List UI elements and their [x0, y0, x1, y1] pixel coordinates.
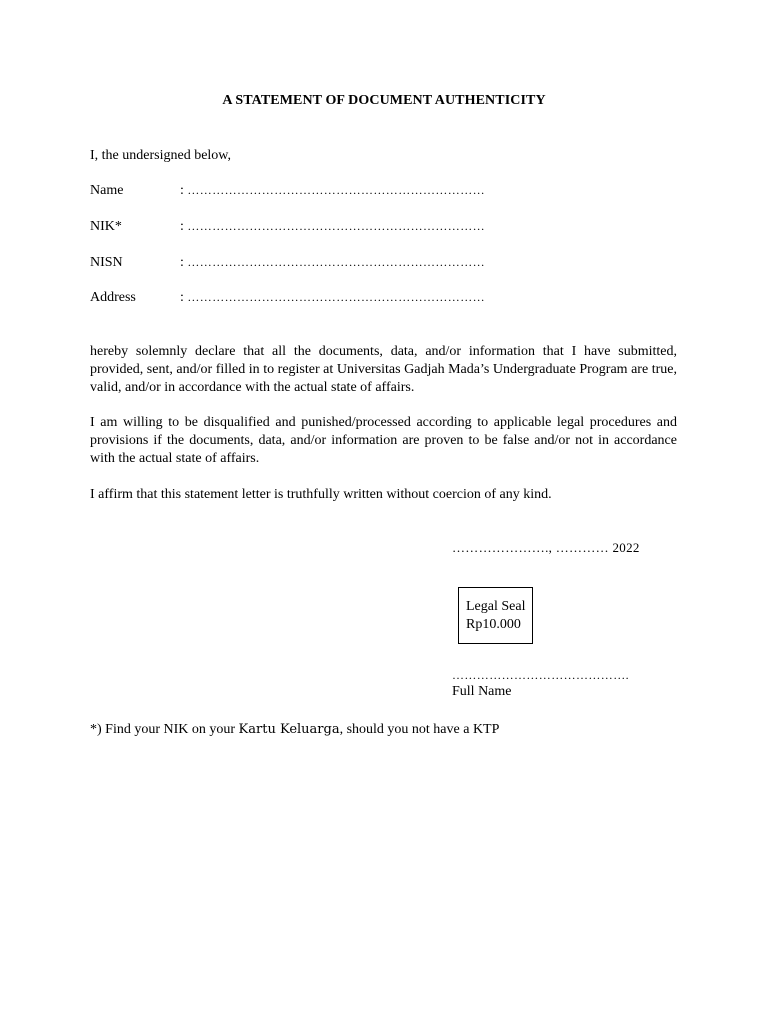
- field-colon: :: [180, 219, 184, 234]
- field-colon: :: [180, 255, 184, 270]
- signature-line: …………………………………….: [452, 668, 629, 682]
- seal-label: Legal Seal: [466, 599, 526, 614]
- footnote-kartu-keluarga: Kartu Keluarga: [238, 722, 340, 737]
- nisn-fill-line: ………………………………………………………………: [187, 255, 485, 269]
- field-row-name: [90, 183, 485, 199]
- consequence-paragraph: I am willing to be disqualified and punished/processed according to applicable legal procedures and provisions if the documents, data, and/or information are proven to be false and/or not in accordance with the actual state of affairs.: [90, 415, 677, 466]
- field-label-nisn: NISN: [90, 255, 123, 270]
- legal-seal-box: [458, 587, 533, 644]
- field-label-nik: NIK*: [90, 219, 122, 234]
- place-date-line: …………………., ………… 2022: [452, 540, 640, 555]
- field-row-address: [90, 290, 485, 306]
- seal-value: Rp10.000: [466, 617, 521, 632]
- field-row-nisn: [90, 255, 485, 271]
- footnote-suffix: , should you not have a KTP: [339, 722, 500, 737]
- field-label-address: Address: [90, 290, 136, 305]
- footnote: [90, 722, 499, 738]
- field-colon: :: [180, 290, 184, 305]
- nik-fill-line: ………………………………………………………………: [187, 219, 485, 233]
- intro-text: I, the undersigned below,: [90, 148, 231, 163]
- field-label-name: Name: [90, 183, 124, 198]
- footnote-prefix: *) Find your NIK on your: [90, 722, 239, 737]
- field-colon: :: [180, 183, 184, 198]
- document-title: A STATEMENT OF DOCUMENT AUTHENTICITY: [222, 93, 546, 108]
- affirmation-paragraph: I affirm that this statement letter is truthfully written without coercion of any kind.: [90, 487, 552, 502]
- name-fill-line: ………………………………………………………………: [187, 183, 485, 197]
- declaration-paragraph: hereby solemnly declare that all the documents, data, and/or information that I have submitted, provided, sent, and/or filled in to register at Universitas Gadjah Mada’s Undergraduate Program are true, valid, and/or in accordance with the actual state of affairs.: [90, 344, 677, 395]
- field-row-nik: [90, 219, 485, 235]
- signature-label: Full Name: [452, 684, 512, 699]
- address-fill-line: ………………………………………………………………: [187, 290, 485, 304]
